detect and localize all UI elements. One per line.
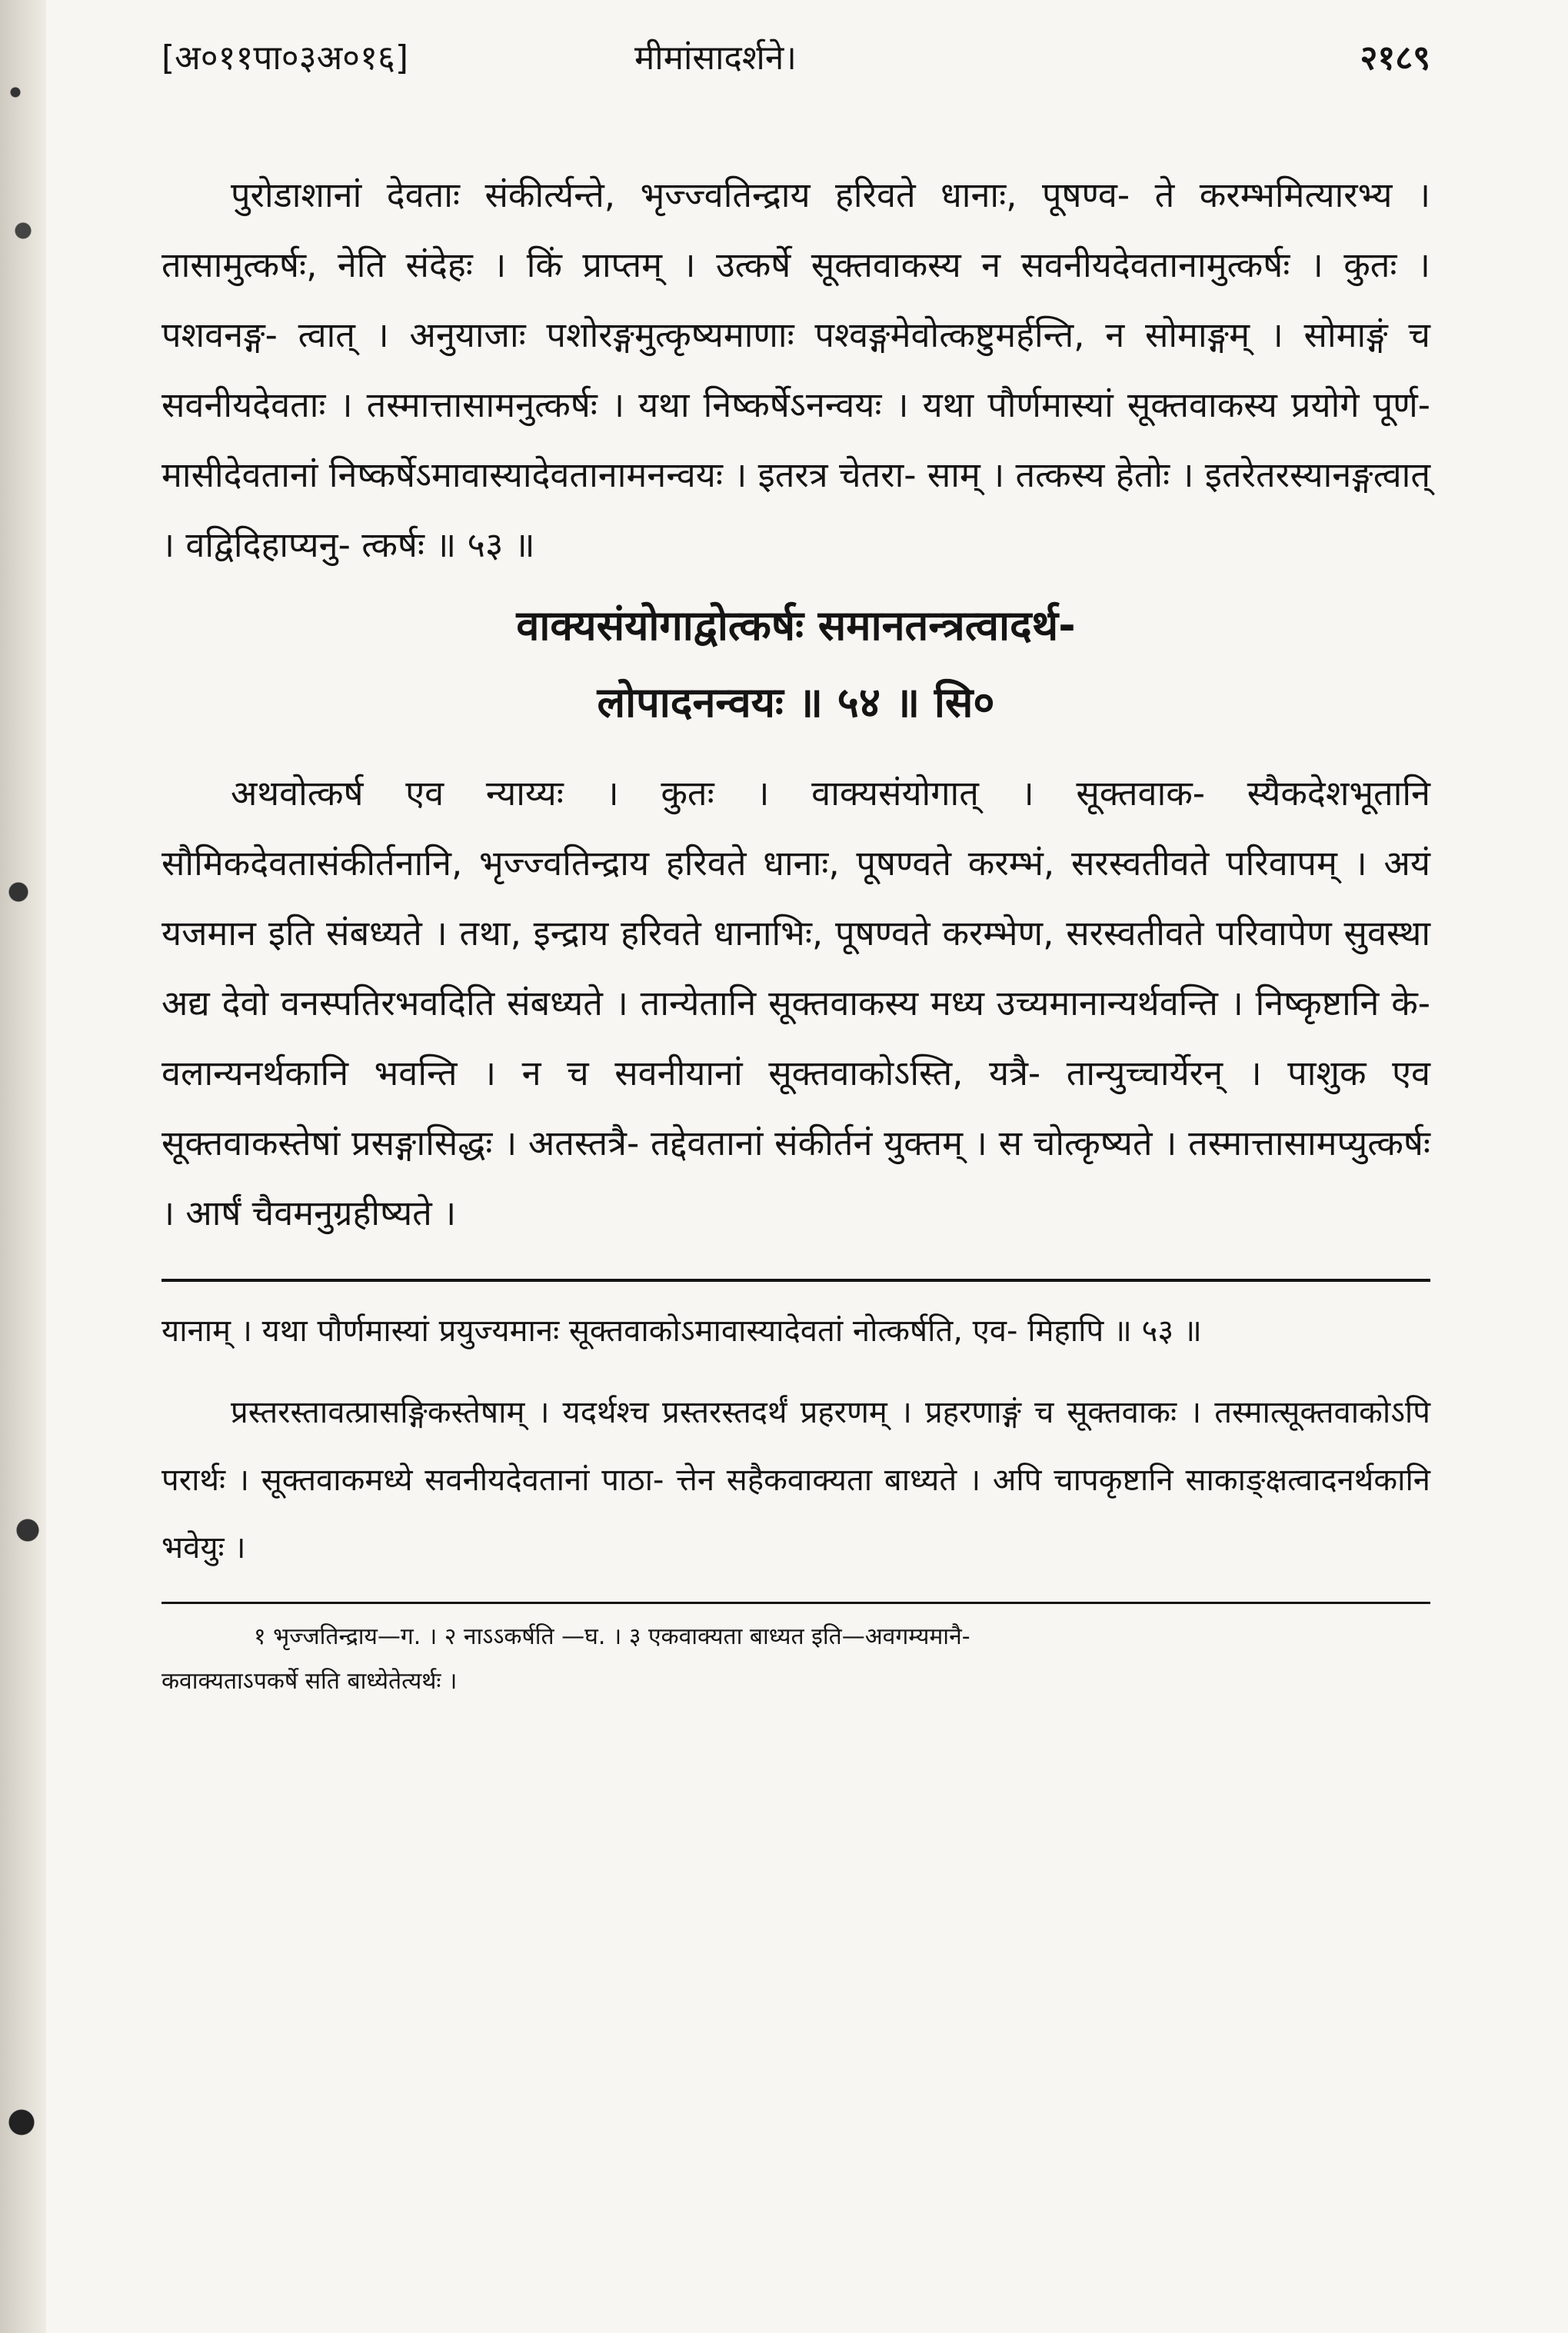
running-header: [161, 31, 1430, 86]
text-line: त्तेन सहैकवाक्यता बाध्यते । अपि चापकृष्टानि साकाङ्क्षत्वादनर्थकानि भवेयुः ।: [161, 1463, 1430, 1566]
commentary-paragraph: [161, 1379, 1430, 1582]
footnote-line: कवाक्यताऽपकर्षे सति बाध्येतेत्यर्थः ।: [161, 1668, 458, 1695]
section-reference: [अ०११पा०३अ०१६]: [161, 38, 408, 78]
text-line: पुरोडाशानां देवताः संकीर्त्यन्ते, भृज्ज्वतिन्द्राय हरिवते धानाः, पूषण्व-: [231, 175, 1130, 215]
sutra-line: लोपादनन्वयः ॥ ५४ ॥ सि०: [597, 678, 995, 727]
text-line: त्वात् । अनुयाजाः पशोरङ्गमुत्कृष्यमाणाः पश्वङ्गमेवोत्कष्टुमर्हन्ति, न: [298, 315, 1125, 355]
main-text: [161, 160, 1430, 1248]
page-number: २१८९: [1360, 38, 1430, 78]
commentary-divider: [161, 1279, 1430, 1282]
text-line: यानाम् । यथा पौर्णमास्यां प्रयुज्यमानः सूक्तवाकोऽमावास्यादेवतां नोत्कर्षति, एव-: [161, 1313, 1018, 1349]
text-line: मासीदेवतानां निष्कर्षेऽमावास्यादेवतानामनन्वयः । इतरत्र चेतरा-: [161, 454, 917, 495]
text-line: इति संबध्यते । तथा, इन्द्राय हरिवते धानाभिः, पूषण्वते करम्भेण,: [268, 913, 1054, 954]
text-line: वलान्यनर्थकानि भवन्ति । न च सवनीयानां सूक्तवाकोऽस्ति, यत्रै-: [161, 1053, 1041, 1093]
binding-edge: [0, 0, 46, 2333]
text-line: च सूक्तवाकः । तस्मात्सूक्तवाकोऽपि परार्थः । सूक्तवाकमध्ये सवनीयदेवतानां पाठा-: [161, 1395, 1430, 1498]
book-page: [161, 31, 1430, 2291]
paragraph-continuation: [161, 160, 1430, 580]
text-line: सोमाङ्गम् । सोमाङ्गं च सवनीयदेवताः । तस्मात्तासामनुत्कर्षः ।: [161, 315, 1430, 425]
text-line: प्रस्तरस्तावत्प्रासङ्गिकस्तेषाम् । यदर्थश्च प्रस्तरस्तदर्थं प्रहरणम् । प्रहरणाङ्गं: [231, 1395, 1021, 1430]
text-line: धानाः, पूषण्वते करम्भं, सरस्वतीवते परिवापम् । अयं यजमान: [161, 843, 1430, 954]
text-line: अथवोत्कर्ष एव न्याय्यः । कुतः । वाक्यसंयोगात् । सूक्तवाक-: [231, 773, 1206, 814]
sutra-heading: [161, 587, 1430, 741]
text-line: उत्कर्षे सूक्तवाकस्य न सवनीयदेवतानामुत्कर्षः । कुतः । पशवनङ्ग-: [161, 245, 1430, 355]
text-line: तद्देवतानां संकीर्तनं युक्तम् । स चोत्कृष्यते । तस्मात्तासामप्युत्कर्षः ।: [161, 1123, 1431, 1233]
text-line: स्यैकदेशभूतानि सौमिकदेवतासंकीर्तनानि, भृज्ज्वतिन्द्राय हरिवते: [161, 773, 1430, 884]
text-line: साम् । तत्कस्य हेतोः । इतरेतरस्यानङ्गत्वात् । वद्विदिहाप्यनु-: [161, 454, 1430, 565]
running-title: मीमांसादर्शने।: [634, 38, 797, 78]
text-line: मिहापि ॥ ५३ ॥: [1027, 1313, 1202, 1349]
footnote-line: १ भृज्जतिन्द्राय—ग. । २ नाऽऽकर्षति —घ. । ३ एकवाक्यता बाध्यत इति—अवगम्यमानै-: [254, 1623, 970, 1650]
text-line: तान्युच्चार्येरन् । पाशुक एव सूक्तवाकस्तेषां प्रसङ्गासिद्धः । अतस्तत्रै-: [161, 1053, 1430, 1163]
footnotes: [161, 1615, 1430, 1704]
text-line: ते करम्भमित्यारभ्य । तासामुत्कर्षः, नेति संदेहः । किं प्राप्तम् ।: [161, 175, 1431, 285]
text-line: सरस्वतीवते परिवापेण सुवस्था अद्य देवो वनस्पतिरभवदिति संबध्यते ।: [161, 913, 1430, 1023]
paragraph-bhashya: [161, 758, 1430, 1248]
text-line: यथा निष्कर्षेऽनन्वयः । यथा पौर्णमास्यां सूक्तवाकस्य प्रयोगे पूर्ण-: [638, 384, 1430, 425]
sutra-line: वाक्यसंयोगाद्वोत्कर्षः समानतन्त्रत्वादर्थ-: [516, 601, 1076, 650]
text-line: आर्षं चैवमनुग्रहीष्यते ।: [185, 1193, 457, 1233]
commentary-text: [161, 1297, 1430, 1582]
commentary-continuation: [161, 1297, 1430, 1365]
text-line: तान्येतानि सूक्तवाकस्य मध्य उच्यमानान्यर्थवन्ति । निष्कृष्टानि के-: [640, 983, 1431, 1023]
footnote-divider: [161, 1602, 1430, 1604]
text-line: त्कर्षः ॥ ५३ ॥: [361, 524, 535, 565]
